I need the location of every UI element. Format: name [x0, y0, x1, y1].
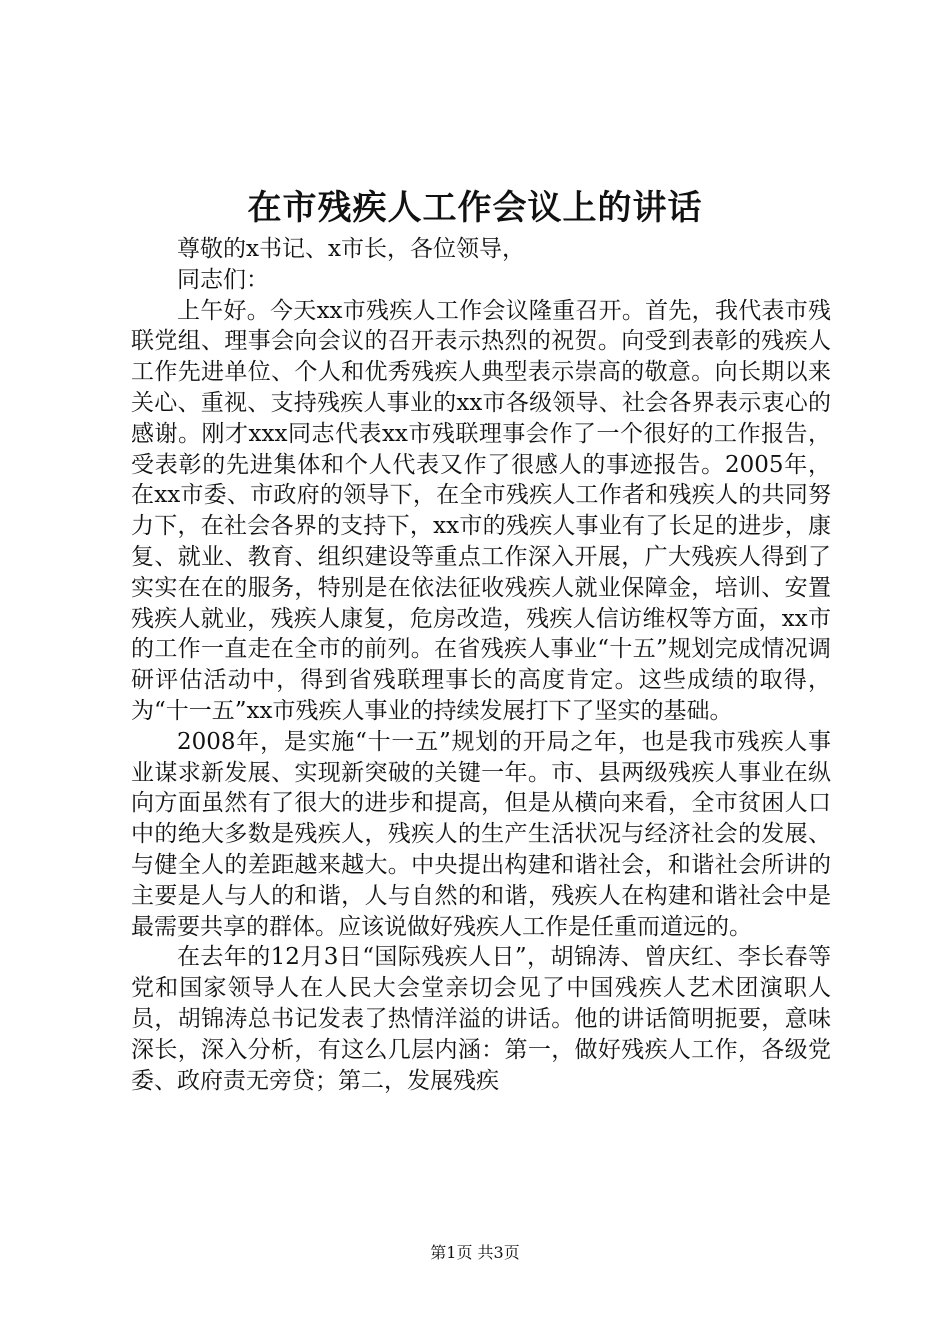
- document-title: 在市残疾人工作会议上的讲话: [247, 188, 703, 228]
- document-body: [131, 234, 831, 1096]
- body-paragraph: 在去年的12月3日“国际残疾人日”，胡锦涛、曾庆红、李长春等党和国家领导人在人民大会堂亲切会见了中国残疾人艺术团演职人员，胡锦涛总书记发表了热情洋溢的讲话。他的讲话简明扼要，意味深长，深入分析，有这么几层内涵：第一，做好残疾人工作，各级党委、政府责无旁贷；第二，发展残疾: [131, 944, 831, 1094]
- body-paragraph: 上午好。今天xx市残疾人工作会议隆重召开。首先，我代表市残联党组、理事会向会议的召开表示热烈的祝贺。向受到表彰的残疾人工作先进单位、个人和优秀残疾人典型表示崇高的敬意。向长期以来关心、重视、支持残疾人事业的xx市各级领导、社会各界表示衷心的感谢。刚才xxx同志代表xx市残联理事会作了一个很好的工作报告，受表彰的先进集体和个人代表又作了很感人的事迹报告。2005年，在xx市委、市政府的领导下，在全市残疾人工作者和残疾人的共同努力下，在社会各界的支持下，xx市的残疾人事业有了长足的进步，康复、就业、教育、组织建设等重点工作深入开展，广大残疾人得到了实实在在的服务，特别是在依法征收残疾人就业保障金，培训、安置残疾人就业，残疾人康复，危房改造，残疾人信访维权等方面，xx市的工作一直走在全市的前列。在省残疾人事业“十五”规划完成情况调研评估活动中，得到省残联理事长的高度肯定。这些成绩的取得，为“十一五”xx市残疾人事业的持续发展打下了坚实的基础。: [131, 297, 831, 724]
- body-paragraph: 2008年，是实施“十一五”规划的开局之年，也是我市残疾人事业谋求新发展、实现新突破的关键一年。市、县两级残疾人事业在纵向方面虽然有了很大的进步和提高，但是从横向来看，全市贫困人口中的绝大多数是残疾人，残疾人的生产生活状况与经济社会的发展、与健全人的差距越来越大。中央提出构建和谐社会，和谐社会所讲的主要是人与人的和谐，人与自然的和谐，残疾人在构建和谐社会中是最需要共享的群体。应该说做好残疾人工作是任重而道远的。: [131, 728, 831, 940]
- page-footer: 第1页 共3页: [430, 1243, 520, 1262]
- salutation-line: 尊敬的x书记、x市长，各位领导，: [177, 236, 525, 262]
- salutation-line: 同志们：: [177, 266, 269, 293]
